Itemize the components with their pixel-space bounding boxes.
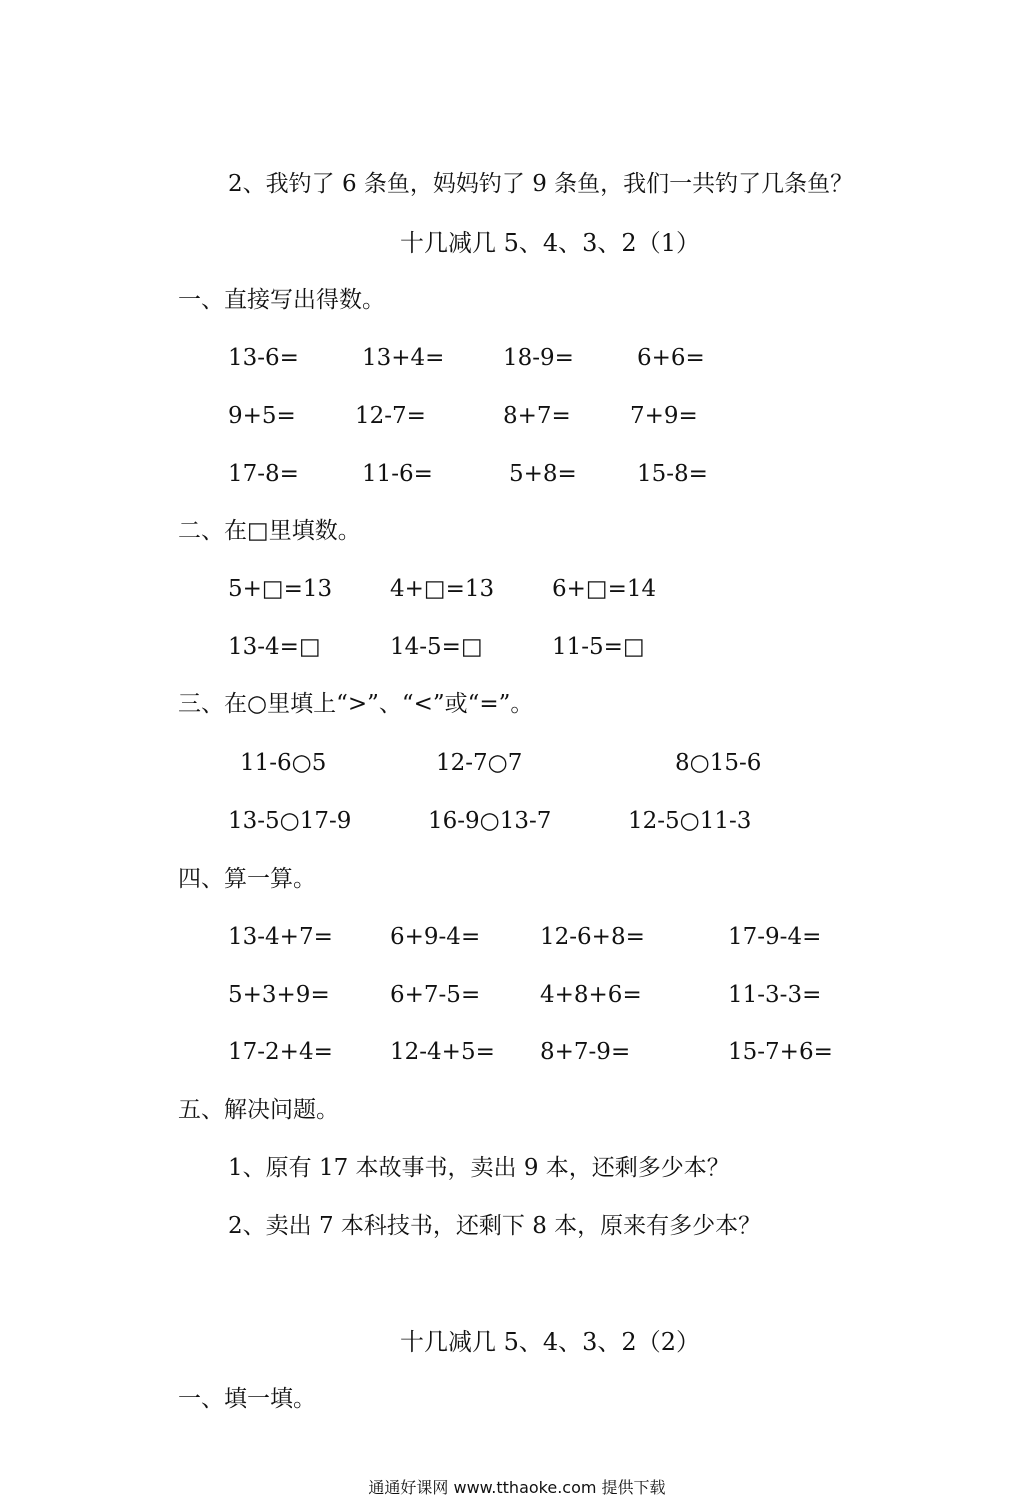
q2-item: 6+□=14 bbox=[552, 576, 657, 602]
q1-item: 17-8= bbox=[228, 461, 299, 487]
q4-item: 12-4+5= bbox=[390, 1039, 495, 1065]
q4-item: 15-7+6= bbox=[728, 1039, 833, 1065]
q2-item: 4+□=13 bbox=[390, 576, 495, 602]
problem-fish: 2、我钓了 6 条鱼，妈妈钓了 9 条鱼，我们一共钓了几条鱼？ bbox=[228, 171, 854, 197]
q4-heading: 四、算一算。 bbox=[178, 866, 316, 892]
section-title-1: 十几减几 5、4、3、2（1） bbox=[400, 229, 700, 257]
q1-item: 11-6= bbox=[362, 461, 433, 487]
q4-item: 5+3+9= bbox=[228, 982, 330, 1008]
q1-item: 15-8= bbox=[637, 461, 708, 487]
q4-item: 6+9-4= bbox=[390, 924, 481, 950]
q1-item: 18-9= bbox=[503, 345, 574, 371]
q1-item: 9+5= bbox=[228, 403, 296, 429]
q5-problem: 2、卖出 7 本科技书，还剩下 8 本，原来有多少本？ bbox=[228, 1213, 762, 1239]
q1-item: 6+6= bbox=[637, 345, 705, 371]
q5-problem: 1、原有 17 本故事书，卖出 9 本，还剩多少本？ bbox=[228, 1155, 730, 1181]
q3-item: 8○15-6 bbox=[675, 750, 762, 776]
q3-item: 13-5○17-9 bbox=[228, 808, 352, 834]
q4-item: 6+7-5= bbox=[390, 982, 481, 1008]
q4-item: 17-9-4= bbox=[728, 924, 822, 950]
q3-item: 12-5○11-3 bbox=[628, 808, 752, 834]
section-title-2: 十几减几 5、4、3、2（2） bbox=[400, 1328, 700, 1356]
q1-item: 5+8= bbox=[509, 461, 577, 487]
q2-item: 13-4=□ bbox=[228, 634, 321, 660]
q4-item: 11-3-3= bbox=[728, 982, 822, 1008]
q2-item: 11-5=□ bbox=[552, 634, 645, 660]
q4-item: 8+7-9= bbox=[540, 1039, 631, 1065]
q2-heading: 二、在□里填数。 bbox=[178, 518, 361, 544]
q3-item: 11-6○5 bbox=[240, 750, 327, 776]
q4-item: 13-4+7= bbox=[228, 924, 333, 950]
q2-item: 14-5=□ bbox=[390, 634, 483, 660]
q1-item: 13-6= bbox=[228, 345, 299, 371]
q1-item: 13+4= bbox=[362, 345, 445, 371]
section2-q1-heading: 一、填一填。 bbox=[178, 1386, 316, 1412]
q4-item: 12-6+8= bbox=[540, 924, 645, 950]
q1-item: 8+7= bbox=[503, 403, 571, 429]
q1-heading: 一、直接写出得数。 bbox=[178, 287, 385, 313]
q1-item: 7+9= bbox=[630, 403, 698, 429]
q2-item: 5+□=13 bbox=[228, 576, 333, 602]
footer-credit: 通通好课网 www.tthaoke.com 提供下载 bbox=[368, 1478, 666, 1497]
q3-item: 12-7○7 bbox=[436, 750, 523, 776]
q4-item: 4+8+6= bbox=[540, 982, 642, 1008]
q4-item: 17-2+4= bbox=[228, 1039, 333, 1065]
q1-item: 12-7= bbox=[355, 403, 426, 429]
q3-item: 16-9○13-7 bbox=[428, 808, 552, 834]
q3-heading: 三、在○里填上“>”、“<”或“=”。 bbox=[178, 691, 534, 717]
q5-heading: 五、解决问题。 bbox=[178, 1097, 339, 1123]
